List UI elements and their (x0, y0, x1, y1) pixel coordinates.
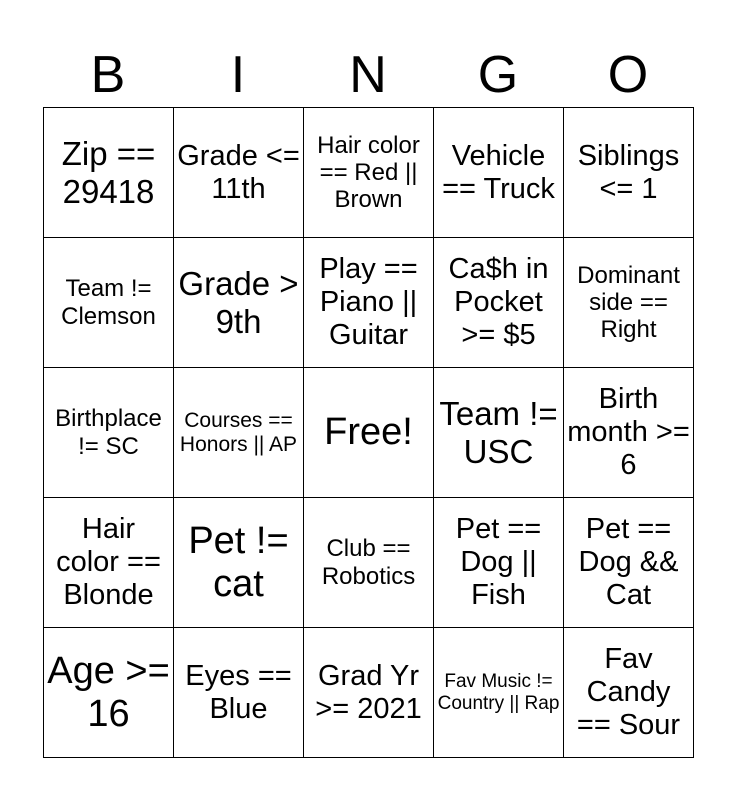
bingo-cell-1-2[interactable]: Grade <= 11th (174, 108, 304, 238)
bingo-board (43, 107, 694, 758)
bingo-cell-1-4[interactable]: Vehicle == Truck (434, 108, 564, 238)
bingo-cell-2-5[interactable]: Dominant side == Right (564, 238, 694, 368)
bingo-cell-3-4[interactable]: Team != USC (434, 368, 564, 498)
bingo-cell-5-5[interactable]: Fav Candy == Sour (564, 628, 694, 758)
board-row-2 (44, 238, 694, 368)
bingo-cell-4-1[interactable]: Hair color == Blonde (44, 498, 174, 628)
header-letter-g: G (477, 46, 519, 104)
bingo-cell-2-2[interactable]: Grade > 9th (174, 238, 304, 368)
bingo-cell-1-1[interactable]: Zip == 29418 (44, 108, 174, 238)
bingo-cell-2-1[interactable]: Team != Clemson (44, 238, 174, 368)
header-letter-n: N (349, 46, 387, 104)
header-letter-i: I (230, 46, 246, 104)
board-row-4 (44, 498, 694, 628)
board-row-1 (44, 108, 694, 238)
bingo-cell-5-2[interactable]: Eyes == Blue (174, 628, 304, 758)
header-letter-b: B (90, 46, 126, 104)
bingo-cell-3-5[interactable]: Birth month >= 6 (564, 368, 694, 498)
bingo-cell-4-4[interactable]: Pet == Dog || Fish (434, 498, 564, 628)
bingo-cell-1-5[interactable]: Siblings <= 1 (564, 108, 694, 238)
bingo-cell-1-3[interactable]: Hair color == Red || Brown (304, 108, 434, 238)
bingo-cell-4-3[interactable]: Club == Robotics (304, 498, 434, 628)
bingo-header (43, 44, 693, 106)
bingo-cell-4-5[interactable]: Pet == Dog && Cat (564, 498, 694, 628)
bingo-cell-5-3[interactable]: Grad Yr >= 2021 (304, 628, 434, 758)
header-letter-o: O (607, 46, 649, 104)
bingo-cell-5-4[interactable]: Fav Music != Country || Rap (434, 628, 564, 758)
board-row-3 (44, 368, 694, 498)
bingo-cell-3-1[interactable]: Birthplace != SC (44, 368, 174, 498)
bingo-cell-5-1[interactable]: Age >= 16 (44, 628, 174, 758)
bingo-cell-2-3[interactable]: Play == Piano || Guitar (304, 238, 434, 368)
board-row-5 (44, 628, 694, 758)
bingo-cell-4-2[interactable]: Pet != cat (174, 498, 304, 628)
bingo-cell-3-3[interactable]: Free! (304, 368, 434, 498)
bingo-cell-3-2[interactable]: Courses == Honors || AP (174, 368, 304, 498)
bingo-cell-2-4[interactable]: Ca$h in Pocket >= $5 (434, 238, 564, 368)
